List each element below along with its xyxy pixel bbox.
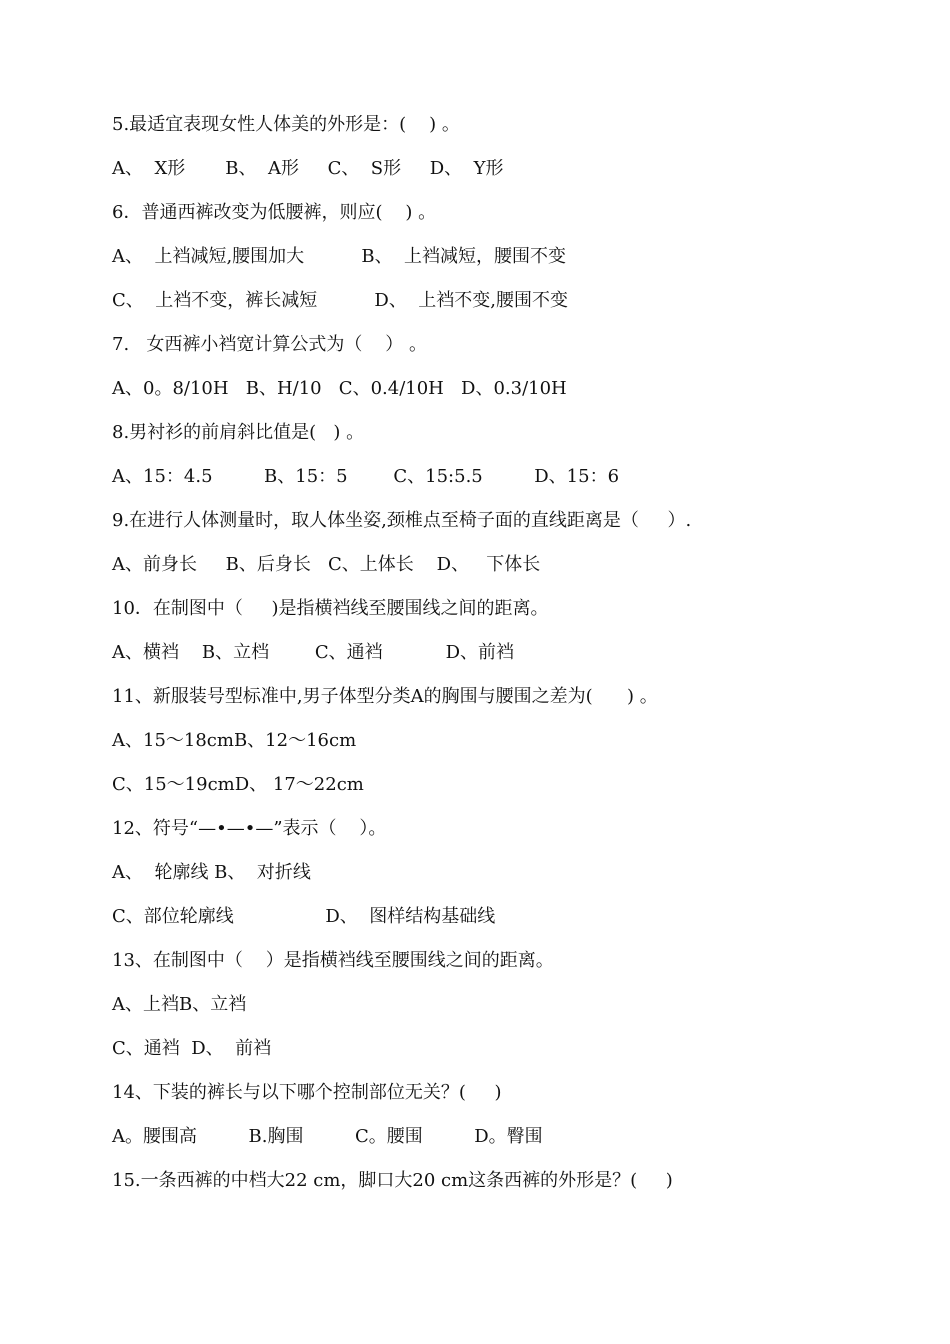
- question-8-options: A、15：4.5 B、15：5 C、15:5.5 D、15：6: [112, 466, 620, 487]
- question-14-options: A。腰围高 B.胸围 C。腰围 D。臀围: [112, 1126, 543, 1147]
- question-5-options: A、 X形 B、 A形 C、 S形 D、 Y形: [112, 158, 504, 179]
- question-5: 5.最适宜表现女性人体美的外形是：( ) 。: [112, 114, 460, 135]
- question-7: 7. 女西裤小裆宽计算公式为（ ） 。: [112, 334, 427, 355]
- question-7-options: A、0。8/10H B、H/10 C、0.4/10H D、0.3/10H: [112, 378, 567, 399]
- question-9: 9.在进行人体测量时，取人体坐姿,颈椎点至椅子面的直线距离是（ ）.: [112, 510, 692, 531]
- question-10-options: A、横裆 B、立档 C、通裆 D、前裆: [112, 642, 515, 663]
- question-12-options-cd: C、部位轮廓线 D、 图样结构基础线: [112, 906, 496, 927]
- question-11-options-ab: A、15～18cmB、12～16cm: [112, 730, 357, 751]
- question-6-options-cd: C、 上裆不变，裤长减短 D、 上裆不变,腰围不变: [112, 290, 569, 311]
- question-13: 13、在制图中（ ）是指横裆线至腰围线之间的距离。: [112, 950, 554, 971]
- question-15: 15.一条西裤的中档大22 cm，脚口大20 cm这条西裤的外形是？( ): [112, 1170, 673, 1191]
- question-14: 14、下装的裤长与以下哪个控制部位无关？( ): [112, 1082, 502, 1103]
- question-13-options-ab: A、上裆B、立裆: [112, 994, 247, 1015]
- question-9-options: A、前身长 B、后身长 C、上体长 D、 下体长: [112, 554, 541, 575]
- question-13-options-cd: C、通裆 D、 前裆: [112, 1038, 272, 1059]
- question-8: 8.男衬衫的前肩斜比值是( ) 。: [112, 422, 365, 443]
- question-10: 10．在制图中（ )是指横裆线至腰围线之间的距离。: [112, 598, 549, 619]
- question-6-options-ab: A、 上裆减短,腰围加大 B、 上裆减短，腰围不变: [112, 246, 567, 267]
- question-11: 11、新服装号型标准中,男子体型分类A的胸围与腰围之差为( ) 。: [112, 686, 658, 707]
- question-12: 12、符号“—•—•—”表示（ ）。: [112, 818, 387, 839]
- question-12-options-ab: A、 轮廓线 B、 对折线: [112, 862, 311, 883]
- question-11-options-cd: C、15～19cmD、 17～22cm: [112, 774, 364, 795]
- question-6: 6．普通西裤改变为低腰裤，则应( ) 。: [112, 202, 437, 223]
